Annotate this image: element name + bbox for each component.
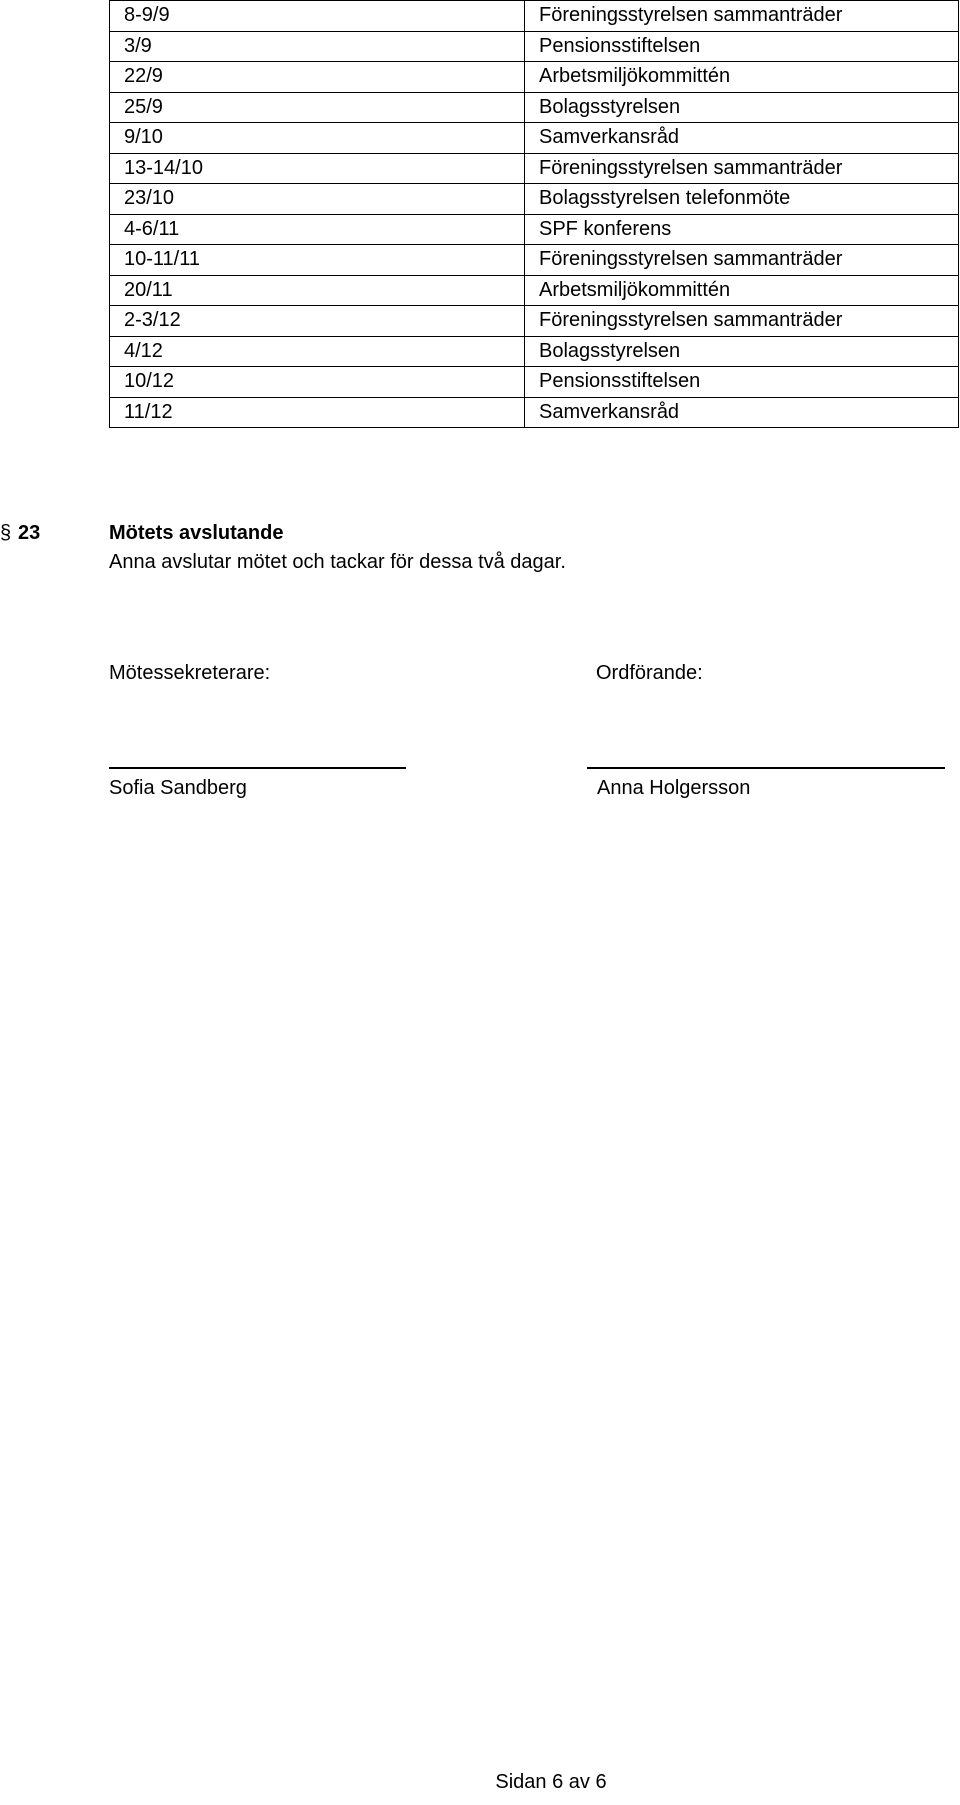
table-row	[110, 153, 959, 184]
table-row	[110, 245, 959, 276]
table-row	[110, 92, 959, 123]
table-cell-date: 8-9/9	[110, 1, 525, 32]
section-body: Anna avslutar mötet och tackar för dessa två dagar.	[109, 551, 566, 573]
table-row	[110, 31, 959, 62]
table-cell-date: 11/12	[110, 397, 525, 428]
table-row	[110, 1, 959, 32]
table-cell-event: SPF konferens	[525, 214, 959, 245]
table-cell-date: 4/12	[110, 336, 525, 367]
table-row	[110, 123, 959, 154]
table-cell-event: Föreningsstyrelsen sammanträder	[525, 1, 959, 32]
table-cell-date: 22/9	[110, 62, 525, 93]
paragraph-sign: §	[0, 522, 12, 544]
secretary-signature-line	[109, 767, 406, 769]
table-cell-date: 2-3/12	[110, 306, 525, 337]
table-cell-event: Samverkansråd	[525, 123, 959, 154]
chair-label: Ordförande:	[596, 662, 703, 684]
table-cell-date: 9/10	[110, 123, 525, 154]
secretary-label: Mötessekreterare:	[109, 662, 271, 684]
table-cell-event: Pensionsstiftelsen	[525, 31, 959, 62]
section-title: Mötets avslutande	[109, 522, 284, 544]
table-cell-date: 23/10	[110, 184, 525, 215]
table-cell-event: Bolagsstyrelsen telefonmöte	[525, 184, 959, 215]
table-row	[110, 367, 959, 398]
table-cell-event: Arbetsmiljökommittén	[525, 275, 959, 306]
chair-signature-line	[587, 767, 945, 769]
table-cell-event: Föreningsstyrelsen sammanträder	[525, 245, 959, 276]
table-cell-event: Föreningsstyrelsen sammanträder	[525, 153, 959, 184]
table-cell-date: 4-6/11	[110, 214, 525, 245]
table-cell-date: 10/12	[110, 367, 525, 398]
table-row	[110, 336, 959, 367]
table-cell-event: Arbetsmiljökommittén	[525, 62, 959, 93]
table-cell-date: 20/11	[110, 275, 525, 306]
table-row	[110, 397, 959, 428]
section-23	[0, 518, 940, 576]
secretary-name: Sofia Sandberg	[109, 777, 247, 799]
section-number: 23	[18, 522, 41, 544]
table-cell-event: Pensionsstiftelsen	[525, 367, 959, 398]
table-cell-event: Samverkansråd	[525, 397, 959, 428]
table-cell-event: Föreningsstyrelsen sammanträder	[525, 306, 959, 337]
table-row	[110, 184, 959, 215]
table-row	[110, 306, 959, 337]
table-cell-date: 3/9	[110, 31, 525, 62]
section-heading	[0, 518, 940, 548]
chair-name: Anna Holgersson	[597, 777, 751, 799]
table-cell-date: 13-14/10	[110, 153, 525, 184]
schedule-table	[109, 0, 959, 428]
table-cell-event: Bolagsstyrelsen	[525, 92, 959, 123]
table-row	[110, 214, 959, 245]
table-cell-date: 10-11/11	[110, 245, 525, 276]
page-number: Sidan 6 av 6	[495, 1771, 607, 1793]
table-row	[110, 275, 959, 306]
schedule-table-body	[110, 1, 959, 428]
table-cell-date: 25/9	[110, 92, 525, 123]
table-cell-event: Bolagsstyrelsen	[525, 336, 959, 367]
table-row	[110, 62, 959, 93]
